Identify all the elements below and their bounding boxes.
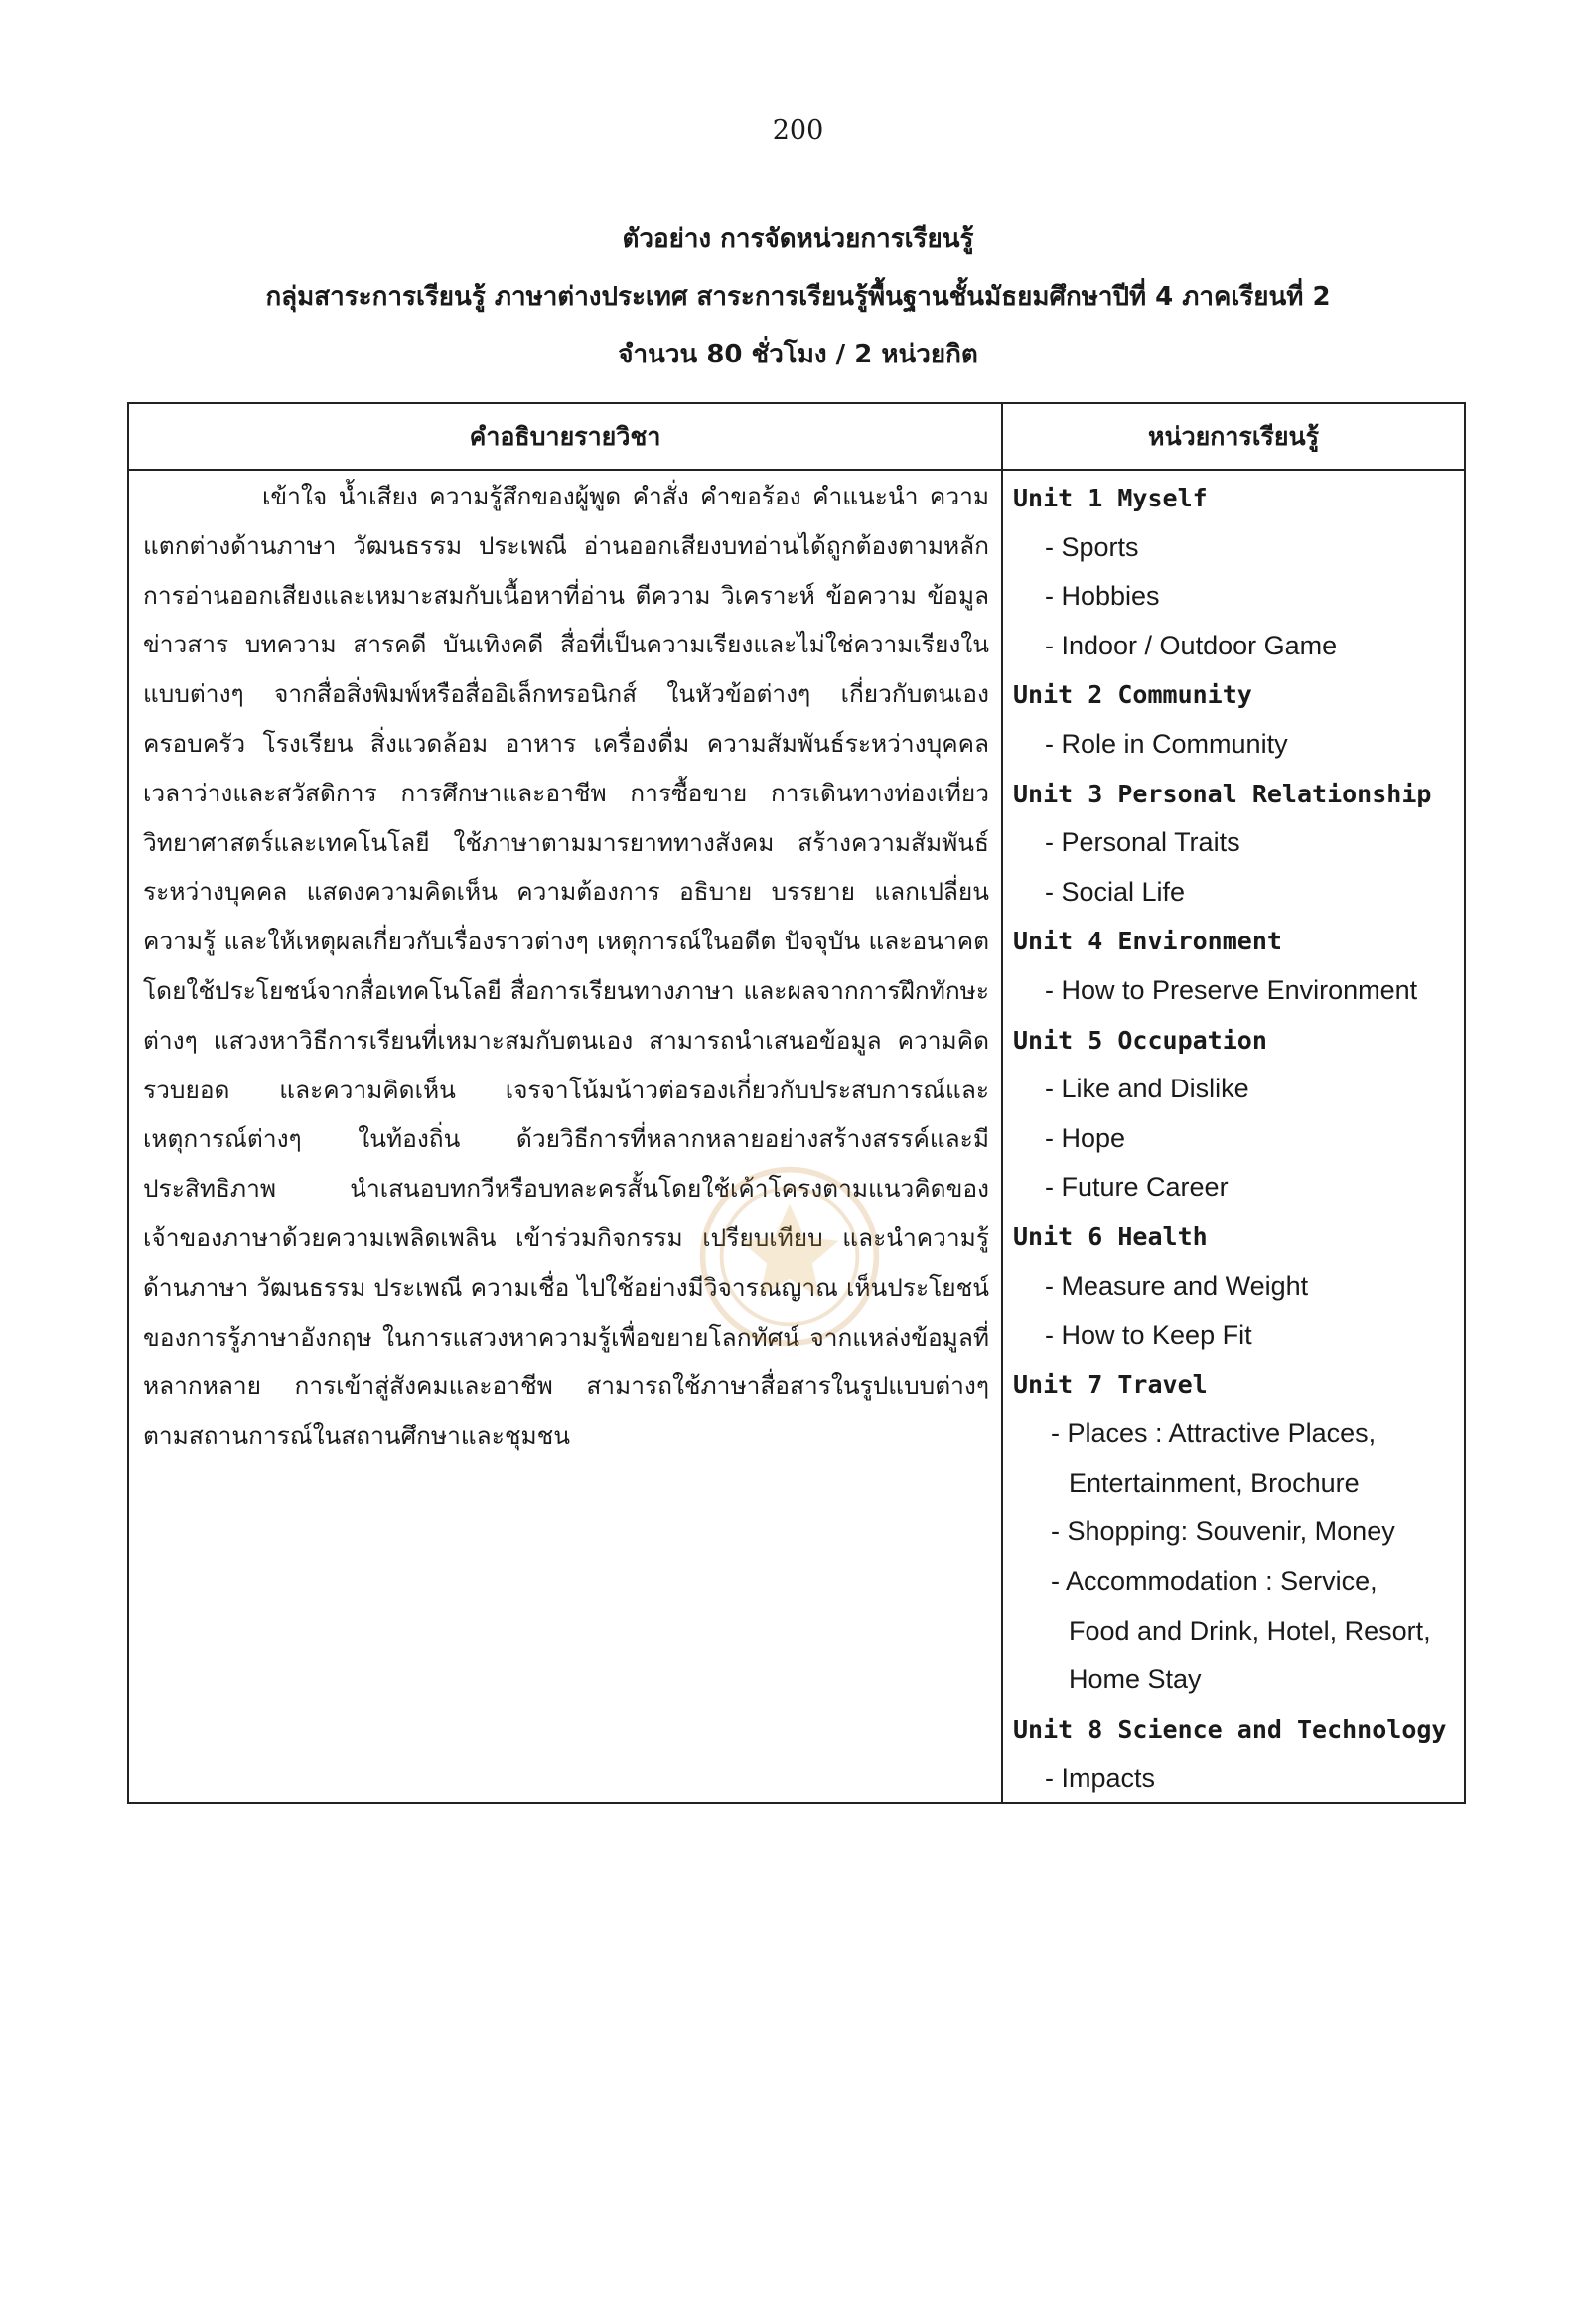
header-rule [129,469,1464,471]
unit-topic-line: - Accommodation : Service, [1051,1566,1378,1597]
unit-topic-line: Food and Drink, Hotel, Resort, [1069,1615,1431,1646]
unit-topic: - Like and Dislike [1045,1074,1249,1104]
unit-topic: - Measure and Weight [1045,1270,1309,1301]
unit-topic: - Personal Traits [1045,827,1240,858]
unit-title: Unit 4 Environment [1013,927,1282,956]
unit-topic: - How to Keep Fit [1045,1320,1252,1351]
unit-title: Unit 5 Occupation [1013,1025,1267,1055]
unit-topic-line: Home Stay [1069,1664,1202,1695]
unit-topic [1013,1557,1460,1705]
course-table [127,402,1466,1804]
unit-topic: - Indoor / Outdoor Game [1045,630,1338,660]
watermark-seal-icon [695,1162,884,1351]
unit-topic: - How to Preserve Environment [1045,974,1418,1005]
unit-title: Unit 8 Science and Technology [1013,1714,1447,1744]
course-description-header: คำอธิบายรายวิชา [469,422,661,451]
page-number: 200 [772,115,824,146]
unit-topic [1013,1508,1460,1557]
unit-topic-line: - Places : Attractive Places, [1051,1418,1377,1449]
unit-title: Unit 1 Myself [1013,484,1208,512]
unit-title: Unit 7 Travel [1013,1369,1208,1399]
unit-title: Unit 3 Personal Relationship [1013,779,1432,808]
learning-units-list [1013,474,1460,1803]
heading-line-2: กลุ่มสาระการเรียนรู้ ภาษาต่างประเทศ สาระการเรียนรู้พื้นฐานชั้นมัธยมศึกษาปีที่ 4 ภาคเรียนที่ 2 [265,282,1331,312]
unit-topic: - Sports [1045,531,1139,562]
unit-topic: - Hope [1045,1122,1126,1153]
column-divider [1001,404,1003,1802]
unit-topic-line: Entertainment, Brochure [1069,1467,1360,1498]
unit-topic-line: - Shopping: Souvenir, Money [1051,1516,1395,1547]
learning-units-header: หน่วยการเรียนรู้ [1148,422,1319,451]
unit-title: Unit 2 Community [1013,680,1252,710]
heading-line-3: จำนวน 80 ชั่วโมง / 2 หน่วยกิต [618,340,978,369]
unit-topic: - Hobbies [1045,581,1160,612]
course-description: เข้าใจ น้ำเสียง ความรู้สึกของผู้พูด คำสั่ง คำขอร้อง คำแนะนำ ความแตกต่างด้านภาษา วัฒนธรรม ประเพณี อ่านออกเสียงบทอ่านได้ถูกต้องตามหลักการอ่านออกเสียงและเหมาะสมกับเนื้อหาที่อ่าน ตีความ วิเคราะห์ ข้อความ ข้อมูล ข่าวสาร บทความ สารคดี บันเทิงคดี สื่อที่เป็นความเรียงและไม่ใช่ความเรียงในแบบต่างๆ จากสื่อสิ่งพิมพ์หรือสื่ออิเล็กทรอนิกส์ ในหัวข้อต่างๆ เกี่ยวกับตนเอง ครอบครัว โรงเรียน สิ่งแวดล้อม อาหาร เครื่องดื่ม ความสัมพันธ์ระหว่างบุคคล เวลาว่างและสวัสดิการ การศึกษาและอาชีพ การซื้อขาย การเดินทางท่องเที่ยว วิทยาศาสตร์และเทคโนโลยี ใช้ภาษาตามมารยาททางสังคม สร้างความสัมพันธ์ระหว่างบุคคล แสดงความคิดเห็น ความต้องการ อธิบาย บรรยาย แลกเปลี่ยนความรู้ และให้เหตุผลเกี่ยวกับเรื่องราวต่างๆ เหตุการณ์ในอดีต ปัจจุบัน และอนาคต โดยใช้ประโยชน์จากสื่อเทคโนโลยี สื่อการเรียนทางภาษา และผลจากการฝึกทักษะต่างๆ แสวงหาวิธีการเรียนที่เหมาะสมกับตนเอง สามารถนำเสนอข้อมูล ความคิดรวบยอด และความคิดเห็น เจรจาโน้มน้าวต่อรองเกี่ยวกับประสบการณ์และเหตุการณ์ต่างๆ ในท้องถิ่น ด้วยวิธีการที่หลากหลายอย่างสร้างสรรค์และมีประสิทธิภาพ นำเสนอบทกวีหรือบทละครสั้นโดยใช้เค้าโครงตามแนวคิดของเจ้าของภาษาด้วยความเพลิดเพลิน เข้าร่วมกิจกรรม เปรียบเทียบ และนำความรู้ด้านภาษา วัฒนธรรม ประเพณี ความเชื่อ ไปใช้อย่างมีวิจารณญาณ เห็นประโยชน์ของการรู้ภาษาอังกฤษ ในการแสวงหาความรู้เพื่อขยายโลกทัศน์ จากแหล่งข้อมูลที่หลากหลาย การเข้าสู่สังคมและอาชีพ สามารถใช้ภาษาสื่อสารในรูปแบบต่างๆ ตามสถานการณ์ในสถานศึกษาและชุมชน [143,482,989,1451]
document-heading [0,211,1596,383]
unit-topic: - Impacts [1045,1763,1156,1794]
heading-line-1: ตัวอย่าง การจัดหน่วยการเรียนรู้ [622,224,974,254]
unit-title: Unit 6 Health [1013,1222,1208,1251]
unit-topic: - Role in Community [1045,728,1288,759]
unit-topic [1013,1409,1460,1508]
unit-topic: - Social Life [1045,876,1186,907]
unit-topic: - Future Career [1045,1172,1229,1203]
